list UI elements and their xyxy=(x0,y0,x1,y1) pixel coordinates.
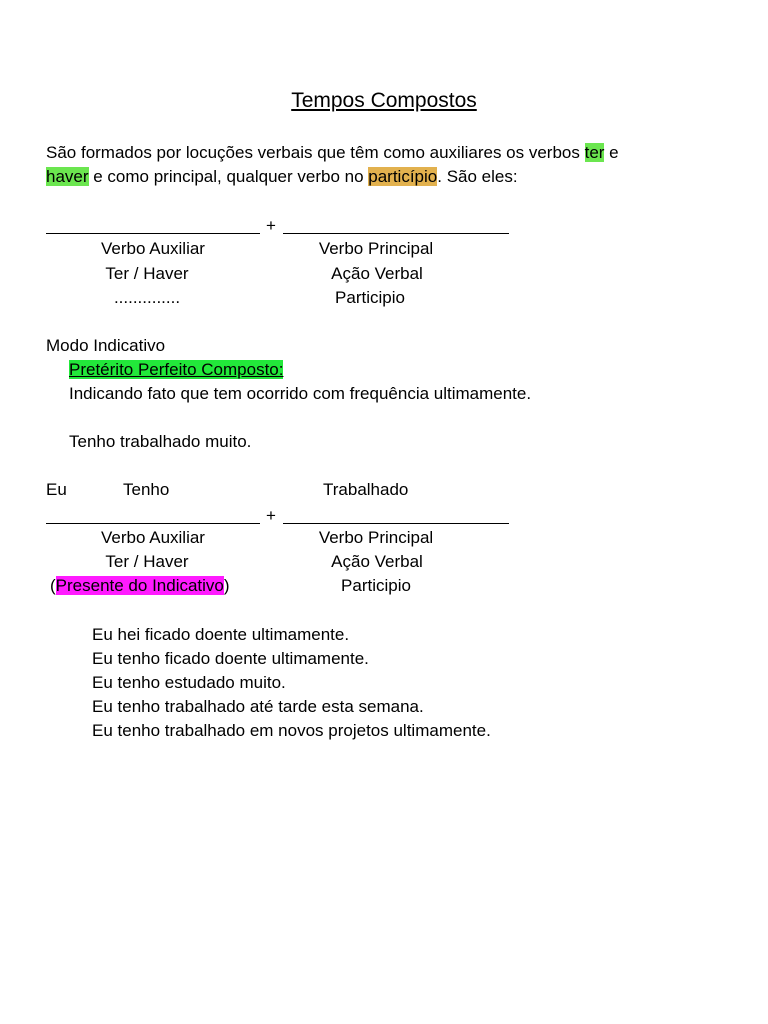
label-ter-haver-2: Ter / Haver xyxy=(105,552,189,571)
label-acao-verbal: Ação Verbal xyxy=(331,264,423,283)
highlight-participio: particípio xyxy=(368,167,438,186)
label-ter-haver: Ter / Haver xyxy=(105,264,189,283)
example-line: Eu tenho trabalhado em novos projetos ultimamente. xyxy=(92,721,491,740)
page-title: Tempos Compostos xyxy=(291,89,477,112)
blank-line-principal xyxy=(283,233,509,234)
label-dots: .............. xyxy=(113,288,181,307)
blank-line-auxiliar-2 xyxy=(46,523,260,524)
tense-description: Indicando fato que tem ocorrido com frequência ultimamente. xyxy=(69,384,532,403)
label-verbo-auxiliar-2: Verbo Auxiliar xyxy=(101,528,205,547)
word-trabalhado: Trabalhado xyxy=(323,480,409,499)
highlight-ter: ter xyxy=(584,143,605,162)
example-line: Eu hei ficado doente ultimamente. xyxy=(92,625,350,644)
blank-line-principal-2 xyxy=(283,523,509,524)
tense-heading: Pretérito Perfeito Composto: xyxy=(69,360,284,379)
example-sentence: Tenho trabalhado muito. xyxy=(69,432,252,451)
label-presente-indicativo: (Presente do Indicativo) xyxy=(50,576,230,595)
intro-line-2: haver e como principal, qualquer verbo no particípio. São eles: xyxy=(46,167,518,186)
plus-sign: + xyxy=(266,216,276,235)
label-acao-verbal-2: Ação Verbal xyxy=(331,552,423,571)
intro-line-1: São formados por locuções verbais que têm como auxiliares os verbos ter e xyxy=(46,143,619,162)
label-verbo-auxiliar: Verbo Auxiliar xyxy=(101,239,205,258)
blank-line-auxiliar xyxy=(46,233,260,234)
word-eu: Eu xyxy=(46,480,67,499)
plus-sign-2: + xyxy=(266,506,276,525)
label-participio: Participio xyxy=(335,288,405,307)
example-line: Eu tenho estudado muito. xyxy=(92,673,286,692)
label-verbo-principal: Verbo Principal xyxy=(318,239,434,258)
example-line: Eu tenho trabalhado até tarde esta semana. xyxy=(92,697,424,716)
highlight-haver: haver xyxy=(46,167,89,186)
mode-heading: Modo Indicativo xyxy=(46,336,166,355)
label-verbo-principal-2: Verbo Principal xyxy=(318,528,434,547)
word-tenho: Tenho xyxy=(123,480,170,499)
label-participio-2: Participio xyxy=(341,576,411,595)
example-line: Eu tenho ficado doente ultimamente. xyxy=(92,649,369,668)
